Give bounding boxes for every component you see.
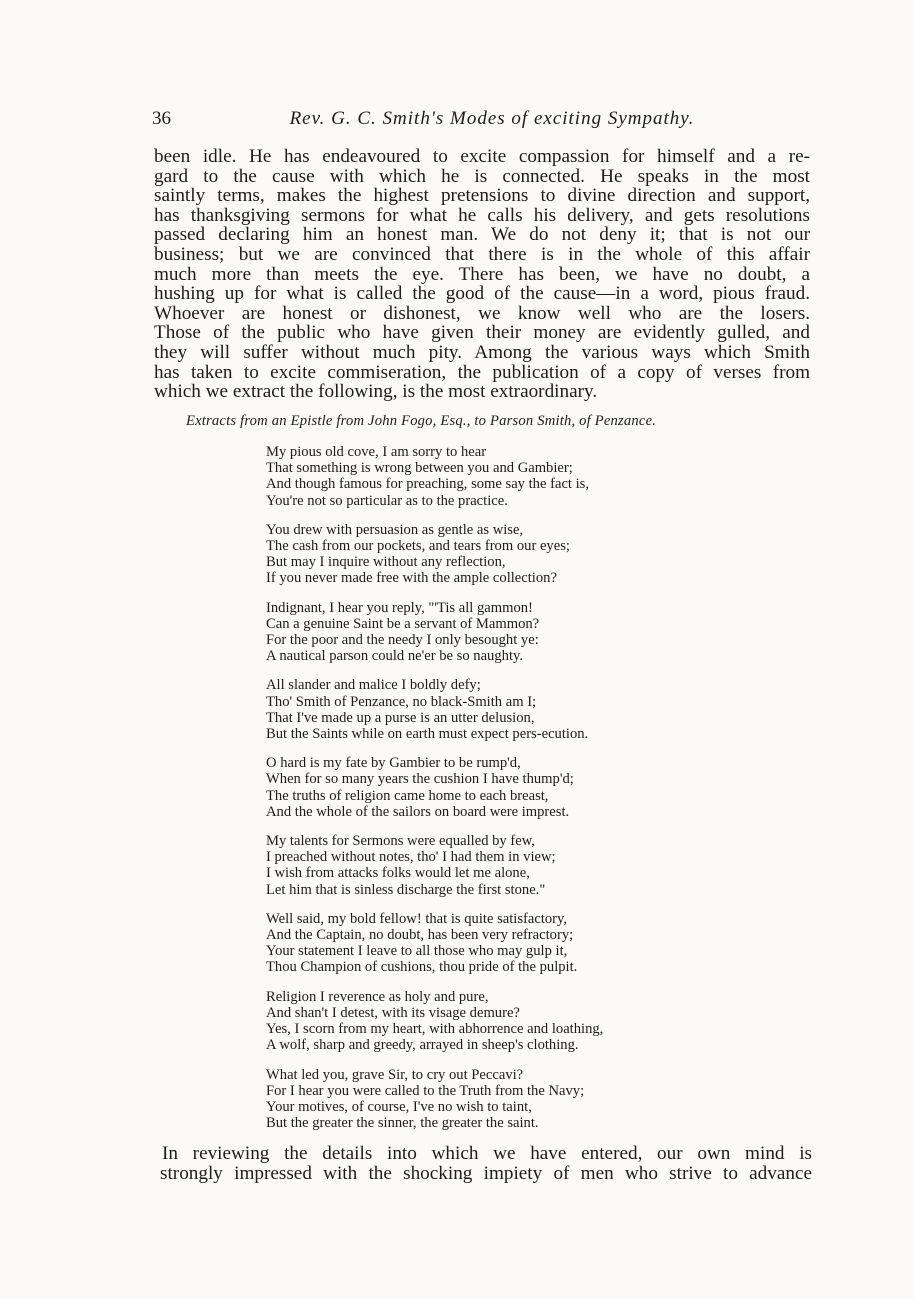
poem-line: A wolf, sharp and greedy, arrayed in sheep's clothing. [266,1037,579,1054]
poem-stanza [266,989,746,1054]
poem-line: Well said, my bold fellow! that is quite satisfactory, [266,910,568,927]
paragraph-line: much more than meets the eye. There has been, we have no doubt, a [154,263,810,285]
poem-line: That I've made up a purse is an utter delusion, [266,709,535,726]
poem-stanza [266,833,746,898]
poem-line: And though famous for preaching, some say the fact is, [266,476,590,493]
paragraph-line: business; but we are convinced that there is in the whole of this affair [154,243,810,265]
paragraph-line: strongly impressed with the shocking impiety of men who strive to advance [160,1162,812,1184]
poem-line: Religion I reverence as holy and pure, [266,988,489,1005]
paragraph-line: has taken to excite commiseration, the publication of a copy of verses from [154,361,810,383]
poem-line: Yes, I scorn from my heart, with abhorrence and loathing, [266,1021,604,1038]
opening-paragraph [154,147,810,402]
poem-line: The truths of religion came home to each breast, [266,787,549,804]
poem-line: Thou Champion of cushions, thou pride of the pulpit. [266,959,578,976]
poem-line: That something is wrong between you and Gambier; [266,460,573,477]
paragraph-line: they will suffer without much pity. Among the various ways which Smith [154,341,810,363]
poem-line: But may I inquire without any reflection, [266,554,506,571]
poem-line: Indignant, I hear you reply, "'Tis all gammon! [266,599,533,616]
paragraph-line: Whoever are honest or dishonest, we know well who are the losers. [154,302,810,324]
paragraph-line: been idle. He has endeavoured to excite compassion for himself and a re- [154,146,810,167]
poem-line: But the greater the sinner, the greater the saint. [266,1115,539,1132]
page-number: 36 [152,108,171,129]
paragraph-line: In reviewing the details into which we have entered, our own mind is [162,1143,812,1164]
poem-stanza [266,911,746,976]
poem-line: Can a genuine Saint be a servant of Mammon? [266,615,540,632]
poem-stanza [266,1067,746,1132]
poem [266,444,746,1144]
paragraph-line: gard to the cause with which he is connected. He speaks in the most [154,165,810,187]
poem-line: The cash from our pockets, and tears from our eyes; [266,538,570,555]
poem-line: My pious old cove, I am sorry to hear [266,444,487,460]
poem-line: I preached without notes, tho' I had them in view; [266,849,556,866]
paragraph-line: hushing up for what is called the good of the cause—in a word, pious fraud. [154,283,810,305]
paragraph-line: passed declaring him an honest man. We do not deny it; that is not our [154,224,810,246]
poem-line: And the Captain, no doubt, has been very refractory; [266,927,574,944]
poem-line: You drew with persuasion as gentle as wise, [266,521,524,538]
poem-stanza [266,755,746,820]
poem-line: But the Saints while on earth must expect pers-ecution. [266,726,589,743]
poem-line: Tho' Smith of Penzance, no black-Smith am I; [266,693,537,710]
poem-line: Your statement I leave to all those who may gulp it, [266,943,568,960]
paragraph-line: Those of the public who have given their money are evidently gulled, and [154,322,810,344]
poem-stanza [266,444,746,509]
poem-stanza [266,522,746,587]
poem-stanza [266,600,746,665]
poem-line: Your motives, of course, I've no wish to taint, [266,1098,532,1115]
poem-line: A nautical parson could ne'er be so naughty. [266,648,524,665]
closing-paragraph [160,1144,812,1183]
page-header [152,108,812,134]
poem-line: You're not so particular as to the practice. [266,492,508,509]
poem-line: And the whole of the sailors on board were imprest. [266,803,570,820]
poem-stanza [266,677,746,742]
poem-line: For the poor and the needy I only besought ye: [266,632,539,649]
poem-line: My talents for Sermons were equalled by few, [266,833,535,850]
poem-line: What led you, grave Sir, to cry out Peccavi? [266,1066,524,1083]
poem-line: Let him that is sinless discharge the first stone." [266,881,546,898]
poem-heading: Extracts from an Epistle from John Fogo, Esq., to Parson Smith, of Penzance. [186,413,657,429]
paragraph-line: which we extract the following, is the most extraordinary. [154,381,598,403]
poem-line: For I hear you were called to the Truth from the Navy; [266,1082,585,1099]
poem-line: O hard is my fate by Gambier to be rump'd, [266,755,521,772]
poem-line: I wish from attacks folks would let me alone, [266,865,530,882]
paragraph-line: has thanksgiving sermons for what he calls his delivery, and gets resolutions [154,204,810,226]
running-title: Rev. G. C. Smith's Modes of exciting Sympathy. [289,108,695,129]
poem-line: And shan't I detest, with its visage demure? [266,1004,520,1021]
poem-line: When for so many years the cushion I have thump'd; [266,771,574,788]
poem-line: If you never made free with the ample collection? [266,570,557,587]
paragraph-line: saintly terms, makes the highest pretensions to divine direction and support, [154,185,810,207]
poem-line: All slander and malice I boldly defy; [266,677,481,694]
